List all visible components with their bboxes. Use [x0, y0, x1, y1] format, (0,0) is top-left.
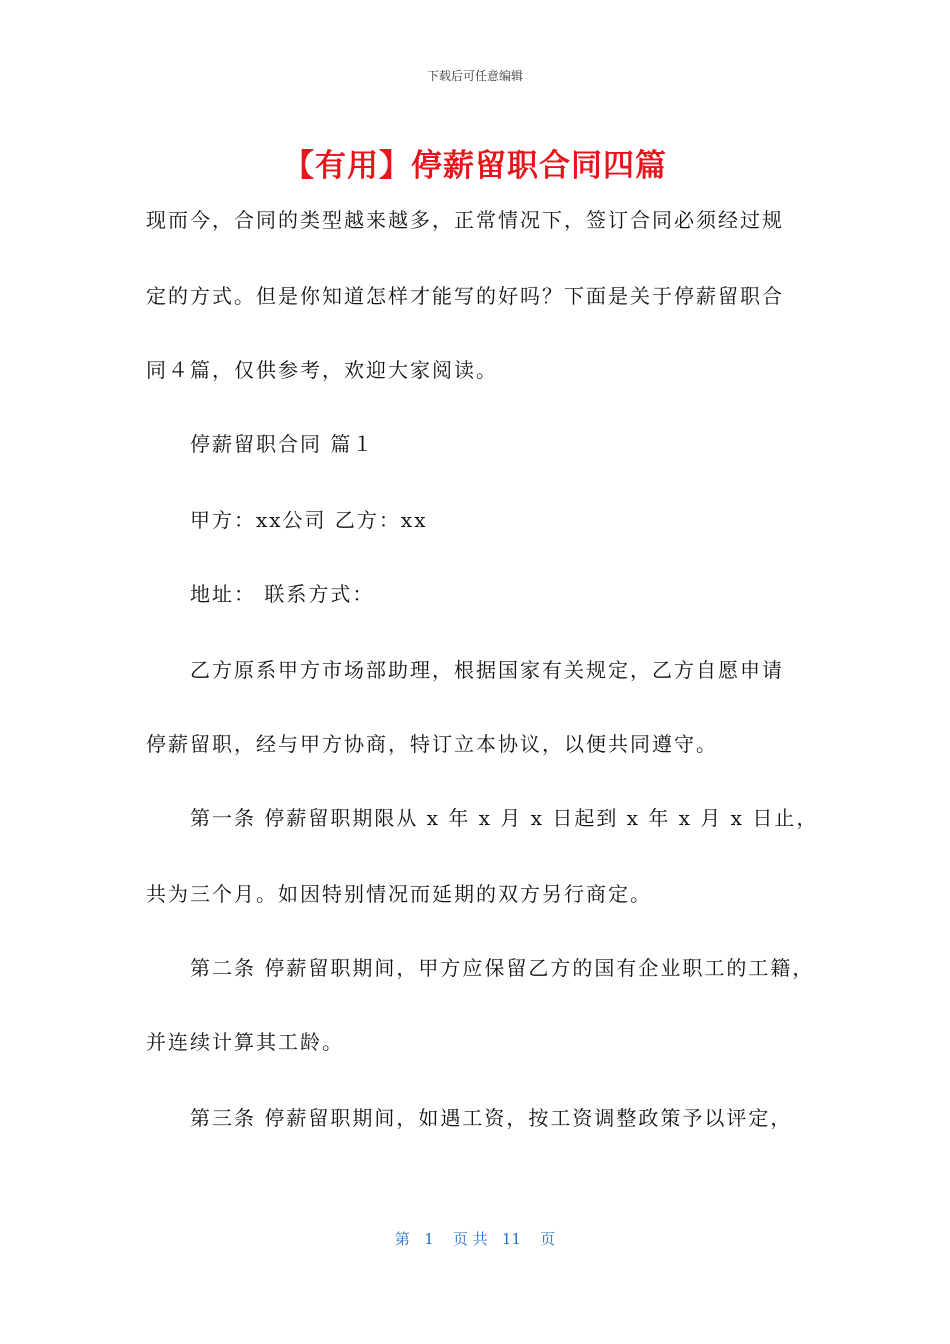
paragraph-line: 第一条 停薪留职期限从 x 年 x 月 x 日起到 x 年 x 月 x 日止，: [190, 806, 819, 830]
section-heading: 停薪留职合同 篇１: [190, 432, 375, 456]
paragraph-line: 定的方式。但是你知道怎样才能写的好吗？下面是关于停薪留职合: [146, 284, 784, 308]
paragraph-line: 甲方：xx公司 乙方：xx: [190, 508, 428, 532]
paragraph-line: 共为三个月。如因特别情况而延期的双方另行商定。: [146, 882, 652, 906]
header-note: 下载后可任意编辑: [426, 69, 523, 83]
document-title: 【有用】停薪留职合同四篇: [283, 148, 667, 184]
paragraph-line: 第三条 停薪留职期间，如遇工资，按工资调整政策予以评定，: [190, 1106, 793, 1130]
paragraph-line: 并连续计算其工龄。: [146, 1030, 344, 1054]
page-footer: 第 1 页 共 11 页: [394, 1230, 556, 1248]
paragraph-line: 停薪留职，经与甲方协商，特订立本协议，以便共同遵守。: [146, 732, 718, 756]
paragraph-line: 第二条 停薪留职期间，甲方应保留乙方的国有企业职工的工籍，: [190, 956, 815, 980]
paragraph-line: 地址： 联系方式：: [190, 582, 375, 606]
paragraph-line: 乙方原系甲方市场部助理，根据国家有关规定，乙方自愿申请: [190, 658, 784, 682]
paragraph-line: 现而今，合同的类型越来越多，正常情况下，签订合同必须经过规: [146, 208, 784, 232]
paragraph-line: 同４篇，仅供参考，欢迎大家阅读。: [146, 358, 498, 382]
